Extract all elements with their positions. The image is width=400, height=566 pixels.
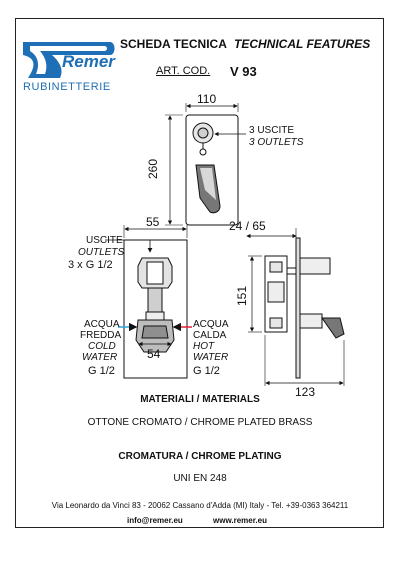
logo-text: Remer: [62, 52, 115, 71]
hot-water-it-1: ACQUA: [193, 319, 229, 330]
internal-outlets-it: USCITE: [86, 235, 123, 246]
title-it: SCHEDA TECNICA: [120, 37, 227, 51]
cold-water-it-2: FREDDA: [80, 330, 122, 341]
internal-outlets-en: OUTLETS: [78, 247, 125, 258]
materials-heading: MATERIALI / MATERIALS: [140, 394, 260, 405]
footer-address: Via Leonardo da Vinci 83 - 20062 Cassano d'Adda (MI) Italy - Tel. +39-0363 364211: [51, 501, 349, 510]
front-height-dim: 260: [146, 158, 161, 180]
art-code-label: ART. COD.: [156, 65, 211, 77]
side-view-drawing: [247, 228, 344, 386]
front-view-drawing: [165, 103, 246, 225]
art-code-value: V 93: [230, 64, 257, 79]
cold-water-en-1: COLD: [88, 341, 116, 352]
title-en: TECHNICAL FEATURES: [234, 37, 371, 51]
plating-heading: CROMATURA / CHROME PLATING: [118, 451, 282, 462]
internal-outlets-size: 3 x G 1/2: [68, 259, 113, 271]
materials-value: OTTONE CROMATO / CHROME PLATED BRASS: [87, 417, 313, 428]
side-total-depth-dim: 123: [295, 385, 316, 399]
footer-email[interactable]: info@remer.eu: [127, 516, 183, 525]
hot-water-en-2: WATER: [193, 352, 229, 363]
footer-website[interactable]: www.remer.eu: [213, 516, 267, 525]
hot-water-en-1: HOT: [193, 341, 215, 352]
side-depth-range-dim: 24 / 65: [229, 219, 266, 233]
front-width-dim: 110: [197, 92, 217, 106]
side-height-dim: 151: [235, 285, 250, 307]
internal-bottom-width-dim: 54: [147, 347, 161, 361]
hot-water-size: G 1/2: [193, 365, 220, 377]
cold-water-size: G 1/2: [88, 365, 115, 377]
hot-water-it-2: CALDA: [193, 330, 227, 341]
front-outlets-en: 3 OUTLETS: [249, 137, 304, 148]
cold-water-en-2: WATER: [82, 352, 118, 363]
internal-top-width-dim: 55: [146, 215, 160, 229]
cold-water-it-1: ACQUA: [84, 319, 120, 330]
front-outlets-it: 3 USCITE: [249, 125, 295, 136]
logo-subtitle: RUBINETTERIE: [23, 81, 111, 93]
plating-standard: UNI EN 248: [173, 473, 227, 484]
